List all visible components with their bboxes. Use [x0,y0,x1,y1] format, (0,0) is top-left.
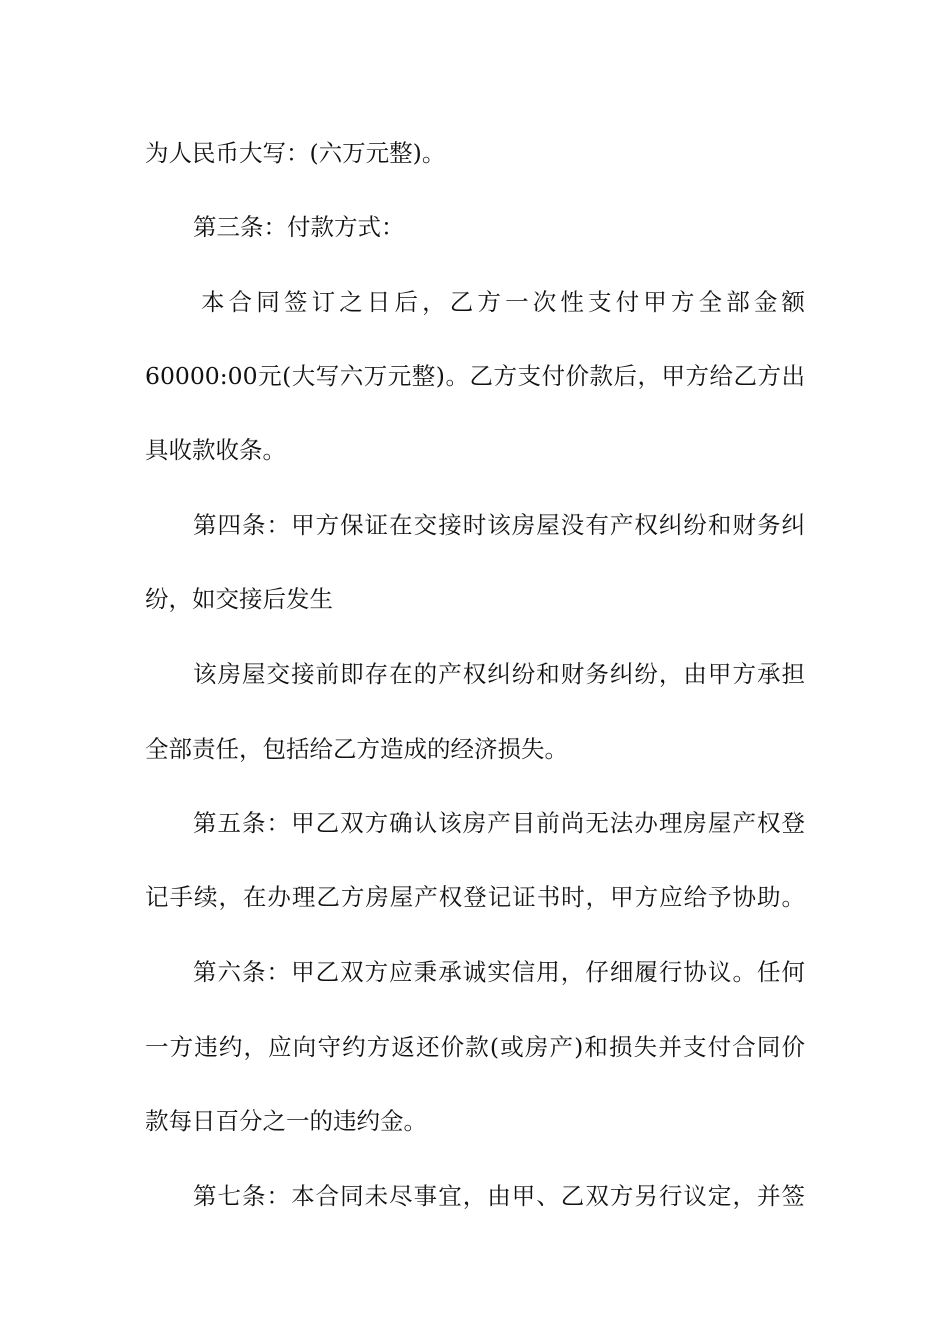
text-line-5: 具收款收条。 [145,436,286,464]
article-5-line-2: 记手续，在办理乙方房屋产权登记证书时，甲方应给予协助。 [145,883,805,911]
article-6-line-1: 第六条：甲乙双方应秉承诚实信用，仔细履行协议。任何 [193,958,805,986]
text-line-4: 60000:00元(大写六万元整)。乙方支付价款后，甲方给乙方出 [145,362,805,390]
article-6-line-2: 一方违约，应向守约方返还价款(或房产)和损失并支付合同价 [145,1033,805,1061]
text-line-8: 该房屋交接前即存在的产权纠纷和财务纠纷，由甲方承担 [193,660,805,688]
text-line-9: 全部责任，包括给乙方造成的经济损失。 [145,735,568,763]
article-5-line-1: 第五条：甲乙双方确认该房产目前尚无法办理房屋产权登 [193,809,805,837]
article-4-line-2: 纷，如交接后发生 [145,585,333,613]
text-line-3: 本合同签订之日后，乙方一次性支付甲方全部金额 [201,288,805,316]
text-line-1: 为人民币大写：(六万元整)。 [145,139,446,167]
article-6-line-3: 款每日百分之一的违约金。 [145,1107,427,1135]
article-7-line-1: 第七条：本合同未尽事宜，由甲、乙双方另行议定，并签 [193,1182,805,1210]
article-3-heading: 第三条：付款方式： [193,213,405,241]
article-4-line-1: 第四条：甲方保证在交接时该房屋没有产权纠纷和财务纠 [193,511,805,539]
